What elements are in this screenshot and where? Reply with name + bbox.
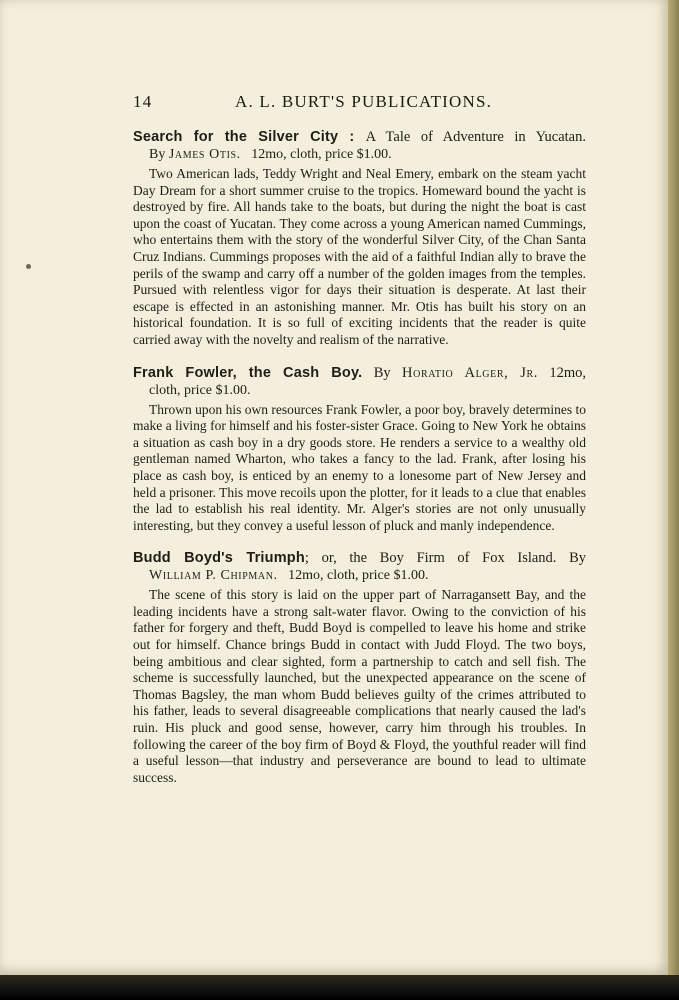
by-label: By [149,147,166,162]
author-name: James Otis. [168,147,241,162]
book-description: The scene of this story is laid on the upper part of Narragansett Bay, and the leading incidents have a strong salt-water flavor. Owing to the conviction of his father for forgery and theft, Budd Boyd is compelled to leave his home and strike out for himself. Chance brings Budd in contact with Judd Floyd. The two boys, being ambitious and clear sighted, form a partnership to catch and sell fish. The scheme is successfully launched, but the unexpected appearance on the scene of Thomas Bagsley, the man whom Budd believes guilty of the crimes attributed to his father, leads to several disagreeable complications that nearly caused the lad's ruin. His pluck and good sense, however, carry him through his troubles. In following the career of the boy firm of Boyd & Floyd, the youthful reader will find a useful lesson—that industry and perseverance are bound to lead to ultimate success. [133,587,586,785]
book-format-size: 12mo, [549,364,587,381]
page-edge-shadow [668,0,679,975]
book-format: 12mo, cloth, price $1.00. [251,147,392,162]
catalog-content [133,128,586,801]
author-name: Horatio Alger, Jr. [402,364,539,381]
entry-heading [133,128,586,146]
author-name: William P. Chipman. [149,568,278,584]
book-title: Search for the Silver City [133,129,339,145]
title-separator: ; [304,550,322,567]
entry-byline [133,146,586,164]
running-title: A. L. BURT'S PUBLICATIONS. [235,92,493,111]
entry-heading [133,549,586,567]
by-label: By [373,364,391,381]
margin-speck [26,264,31,269]
book-description: Two American lads, Teddy Wright and Neal Emery, embark on the steam yacht Day Dream for a short summer cruise to the tropics. Homeward bound the yacht is destroyed by fire. All hands take to the boats, but during the night the boat is cast upon the coast of Yucatan. They come across a young American named Cummings, who entertains them with the story of the wonderful Silver City, of the Chan Santa Cruz Indians. Cummings proposes with the aid of a faithful Indian ally to brave the perils of the swamp and carry off a number of the golden images from the temples. Pursued with relentless vigor for days their situation is desperate. At last their escape is effected in an astonishing manner. Mr. Otis has built his story on an historical foundation. It is so full of exciting incidents that the reader is quite carried away with the novelty and realism of the narrative. [133,166,586,347]
page-number: 14 [133,92,153,111]
by-label: By [569,550,587,567]
book-format: 12mo, cloth, price $1.00. [288,568,429,584]
scan-bottom-border [0,975,679,1000]
running-header [133,92,588,112]
book-description: Thrown upon his own resources Frank Fowler, a poor boy, bravely determines to make a living for himself and his foster-sister Grace. Going to New York he obtains a situation as cash boy in a dry goods store. He renders a service to a wealthy old gentleman named Wharton, who takes a fancy to the lad. Frank, after losing his place as cash boy, is enticed by an enemy to a lonesome part of New Jersey and held a prisoner. This move recoils upon the plotter, for it leads to a clue that enables the lad to establish his real identity. Mr. Alger's stories are not only unusually interesting, but they convey a useful lesson of pluck and manly independence. [133,401,586,533]
book-title: Budd Boyd's Triumph [133,550,305,567]
entry-byline [133,567,586,585]
title-separator: : [338,129,366,145]
catalog-entry [133,364,586,535]
book-title: Frank Fowler, the Cash Boy. [133,364,363,381]
book-subtitle: or, the Boy Firm of Fox Island. [321,550,557,567]
catalog-entry [133,128,586,349]
catalog-entry [133,549,586,786]
entry-heading [133,364,586,382]
entry-byline [133,382,586,400]
book-format: cloth, price $1.00. [149,382,251,398]
book-subtitle: A Tale of Adventure in Yucatan. [365,129,586,145]
